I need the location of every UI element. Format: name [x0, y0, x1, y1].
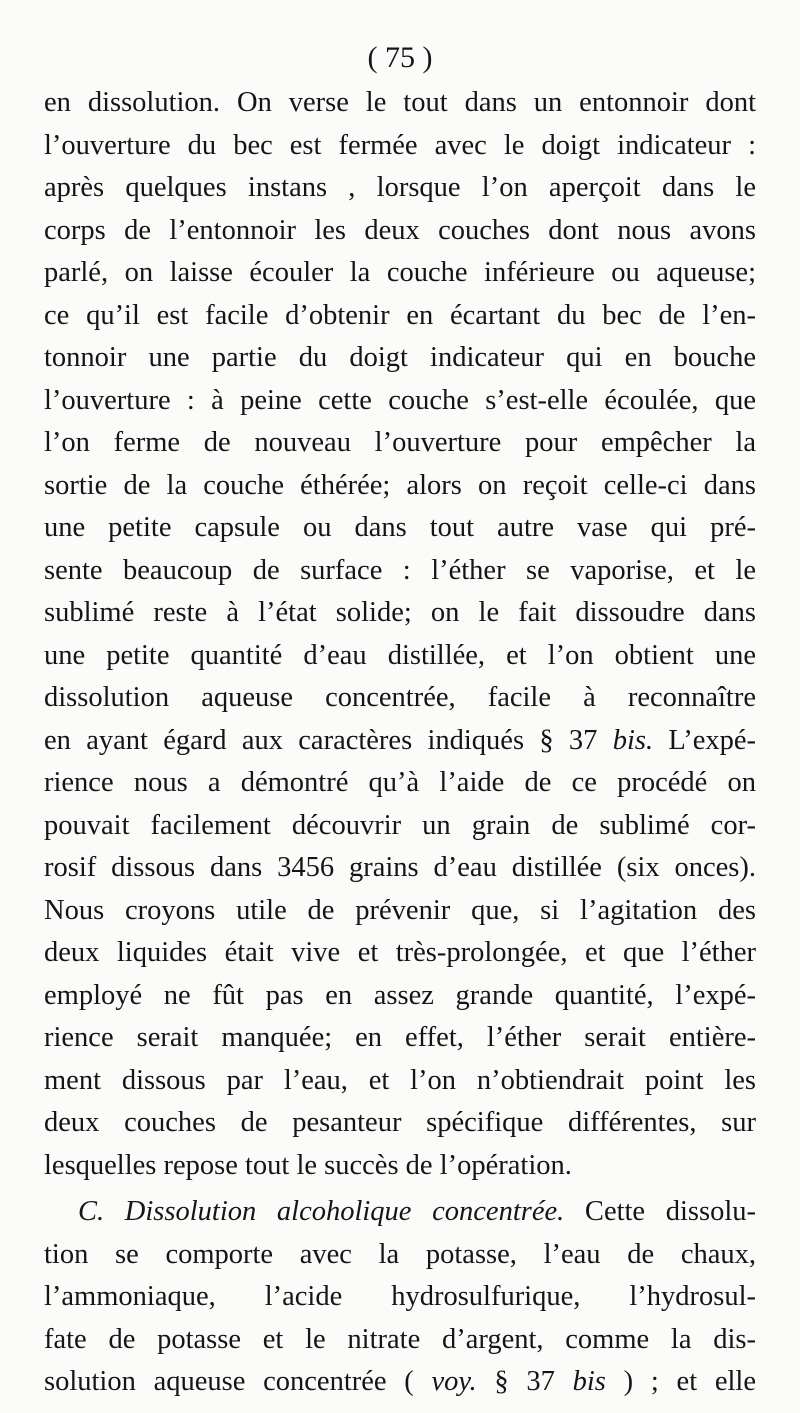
text-line: rience serait manquée; en effet, l’éther serait entière- — [44, 1022, 756, 1053]
body-text — [44, 82, 756, 1404]
section-heading-line — [44, 1191, 756, 1234]
italic-run: bis — [572, 1366, 606, 1397]
text-line: ce qu’il est facile d’obtenir en écartant du bec de l’en- — [44, 299, 756, 331]
text-line: l’on ferme de nouveau l’ouverture pour empêcher la — [44, 427, 756, 458]
text-line: une petite capsule ou dans tout autre vase qui pré- — [44, 512, 756, 543]
text-line: fate de potasse et le nitrate d’argent, comme la dis- — [44, 1323, 756, 1355]
text-run: ) ; et elle — [605, 1366, 757, 1397]
text-run: L’expé- — [653, 724, 756, 756]
text-line: pouvait facilement découvrir un grain de sublimé cor- — [44, 809, 756, 841]
italic-run: bis. — [612, 724, 654, 756]
italic-run: voy. — [431, 1366, 477, 1397]
text-line: employé ne fût pas en assez grande quantité, l’expé- — [44, 979, 756, 1011]
text-line: rience nous a démontré qu’à l’aide de ce procédé on — [44, 767, 756, 798]
text-line: sente beaucoup de surface : l’éther se vaporise, et le — [44, 554, 756, 586]
text-line: deux couches de pesanteur spécifique différentes, sur — [44, 1107, 756, 1138]
text-line: deux liquides était vive et très-prolongée, et que l’éther — [44, 937, 756, 968]
text-line: dissolution aqueuse concentrée, facile à reconnaître — [44, 682, 756, 713]
text-line: une petite quantité d’eau distillée, et l’on obtient une — [44, 639, 756, 671]
text-line: lesquelles repose tout le succès de l’opération. — [44, 1149, 572, 1181]
text-line: en dissolution. On verse le tout dans un entonnoir dont — [44, 87, 756, 118]
text-line: sortie de la couche éthérée; alors on reçoit celle-ci dans — [44, 469, 756, 501]
text-line: corps de l’entonnoir les deux couches dont nous avons — [44, 214, 756, 246]
text-line: tion se comporte avec la potasse, l’eau de chaux, — [44, 1238, 756, 1270]
text-line: sublimé reste à l’état solide; on le fait dissoudre dans — [44, 597, 756, 628]
section-heading: C. Dissolution alcoholique concentrée. — [78, 1196, 565, 1227]
text-line: après quelques instans , lorsque l’on aperçoit dans le — [44, 172, 756, 203]
text-run: solution aqueuse concentrée ( — [44, 1366, 432, 1397]
text-line: rosif dissous dans 3456 grains d’eau distillée (six onces). — [44, 852, 756, 883]
text-line: l’ouverture : à peine cette couche s’est-elle écoulée, que — [44, 384, 756, 416]
text-run: Cette dissolu- — [564, 1196, 757, 1227]
text-line: tonnoir une partie du doigt indicateur qui en bouche — [44, 342, 756, 373]
text-line: l’ouverture du bec est fermée avec le doigt indicateur : — [44, 129, 756, 161]
text-line: Nous croyons utile de prévenir que, si l’agitation des — [44, 894, 756, 926]
text-run: § 37 — [476, 1366, 573, 1397]
text-line: l’ammoniaque, l’acide hydrosulfurique, l’hydrosul- — [44, 1281, 756, 1312]
text-line — [44, 1361, 756, 1404]
page-number: ( 75 ) — [367, 41, 433, 74]
text-line — [44, 720, 756, 763]
text-line: parlé, on laisse écouler la couche inférieure ou aqueuse; — [44, 257, 756, 288]
text-line: ment dissous par l’eau, et l’on n’obtiendrait point les — [44, 1064, 756, 1096]
text-run: en ayant égard aux caractères indiqués § 37 — [44, 724, 613, 756]
